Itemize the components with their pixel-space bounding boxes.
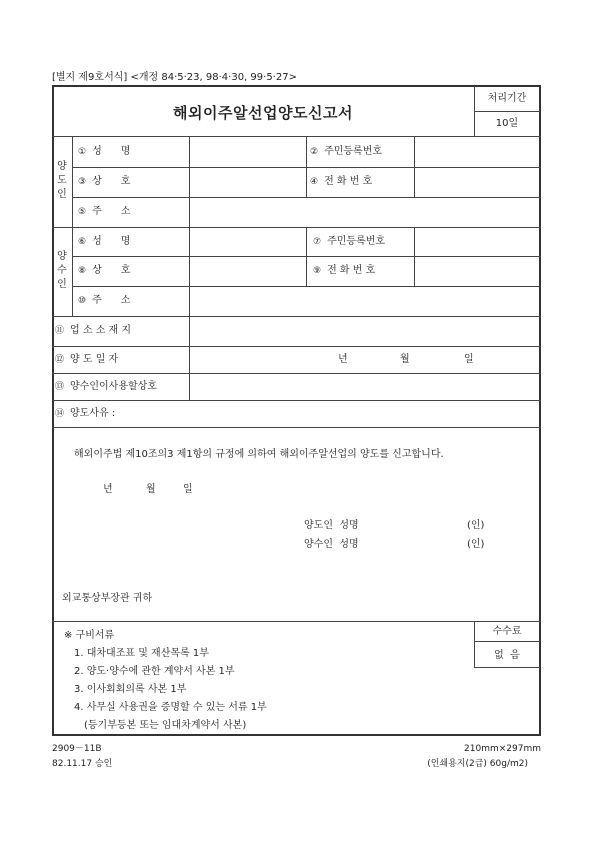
form-number-note: [별지 제9호서식] <개정 84·5·23, 98·4·30, 99·5·27> bbox=[52, 72, 297, 83]
required-docs-heading: ※ 구비서류 bbox=[64, 630, 115, 641]
row-line bbox=[52, 621, 541, 622]
form-code: 2909－11B bbox=[52, 744, 102, 754]
transferor-trade-name-label: ③ 상 호 bbox=[78, 176, 131, 187]
row-line bbox=[52, 227, 541, 228]
transferee-seal-mark: (인) bbox=[467, 539, 485, 550]
transferor-group-label: 양도인 bbox=[57, 161, 67, 200]
paper-spec: (인쇄용지(2급) 60g/m2) bbox=[427, 759, 528, 769]
transferee-signature-label: 양수인 성명 bbox=[304, 539, 359, 550]
row-line bbox=[52, 400, 541, 401]
transferor-address-label: ⑤ 주 소 bbox=[78, 206, 131, 217]
processing-period-label: 처리기간 bbox=[487, 93, 527, 104]
col-line bbox=[189, 136, 190, 400]
form-title: 해외이주알선업양도신고서 bbox=[173, 104, 353, 122]
required-doc-item: 4. 사무실 사용권을 증명할 수 있는 서류 1부 bbox=[74, 702, 267, 713]
declaration-date-year: 년 bbox=[103, 484, 113, 495]
row-line bbox=[52, 346, 541, 347]
approval-date: 82.11.17 승인 bbox=[52, 759, 113, 769]
required-doc-item: 3. 이사회회의록 사본 1부 bbox=[74, 684, 187, 695]
transfer-date-day: 일 bbox=[464, 354, 474, 365]
col-line bbox=[414, 136, 415, 197]
addressee: 외교통상부장관 귀하 bbox=[62, 593, 153, 604]
row-line bbox=[52, 136, 541, 137]
fee-label: 수수료 bbox=[492, 626, 522, 637]
transferor-signature-label: 양도인 성명 bbox=[304, 520, 359, 531]
col-line bbox=[72, 136, 73, 316]
row-line bbox=[52, 373, 541, 374]
row-line bbox=[72, 197, 541, 198]
processing-divider bbox=[474, 111, 540, 112]
col-line bbox=[414, 227, 415, 286]
row-line bbox=[52, 427, 541, 428]
transferee-trade-name-label: ⑧ 상 호 bbox=[78, 265, 131, 276]
office-location-label: ⑪ 업 소 소 재 지 bbox=[55, 325, 132, 336]
required-doc-item: 1. 대차대조표 및 재산목록 1부 bbox=[74, 648, 209, 659]
fee-value: 없 음 bbox=[494, 650, 520, 661]
transferee-name-label: ⑥ 성 명 bbox=[78, 236, 131, 247]
transferee-group-label: 양수인 bbox=[57, 251, 67, 290]
transferor-resident-no-label: ② 주민등록번호 bbox=[310, 146, 383, 157]
transferor-name-label: ① 성 명 bbox=[78, 146, 131, 157]
declaration-date-month: 월 bbox=[146, 484, 156, 495]
transferee-resident-no-label: ⑦ 주민등록번호 bbox=[313, 236, 386, 247]
processing-period-value: 10일 bbox=[495, 118, 519, 129]
required-doc-item: 2. 양도·양수에 관한 계약서 사본 1부 bbox=[74, 666, 235, 677]
transferor-seal-mark: (인) bbox=[467, 520, 485, 531]
transferor-phone-label: ④ 전 화 번 호 bbox=[310, 176, 373, 187]
row-line bbox=[52, 316, 541, 317]
fee-row-line bbox=[474, 641, 540, 642]
transferee-phone-label: ⑨ 전 화 번 호 bbox=[313, 265, 376, 276]
declaration-date-day: 일 bbox=[183, 484, 193, 495]
new-trade-name-label: ⑬ 양수인이사용할상호 bbox=[55, 381, 157, 392]
paper-size: 210mm×297mm bbox=[464, 744, 541, 754]
col-line bbox=[306, 136, 307, 197]
transfer-date-label: ⑫ 양 도 일 자 bbox=[55, 354, 119, 365]
transfer-reason-label: ⑭ 양도사유 : bbox=[55, 408, 116, 419]
row-line bbox=[72, 286, 541, 287]
transferee-address-label: ⑩ 주 소 bbox=[78, 295, 131, 306]
transfer-date-month: 월 bbox=[400, 354, 410, 365]
col-line bbox=[306, 227, 307, 286]
required-doc-item-note: (등기부등본 또는 임대차계약서 사본) bbox=[84, 720, 247, 731]
fee-box-bottom bbox=[474, 667, 540, 668]
transfer-date-year: 년 bbox=[338, 354, 348, 365]
declaration-text: 해외이주법 제10조의3 제1항의 규정에 의하여 해외이주알선업의 양도를 신고합니다. bbox=[74, 449, 444, 460]
